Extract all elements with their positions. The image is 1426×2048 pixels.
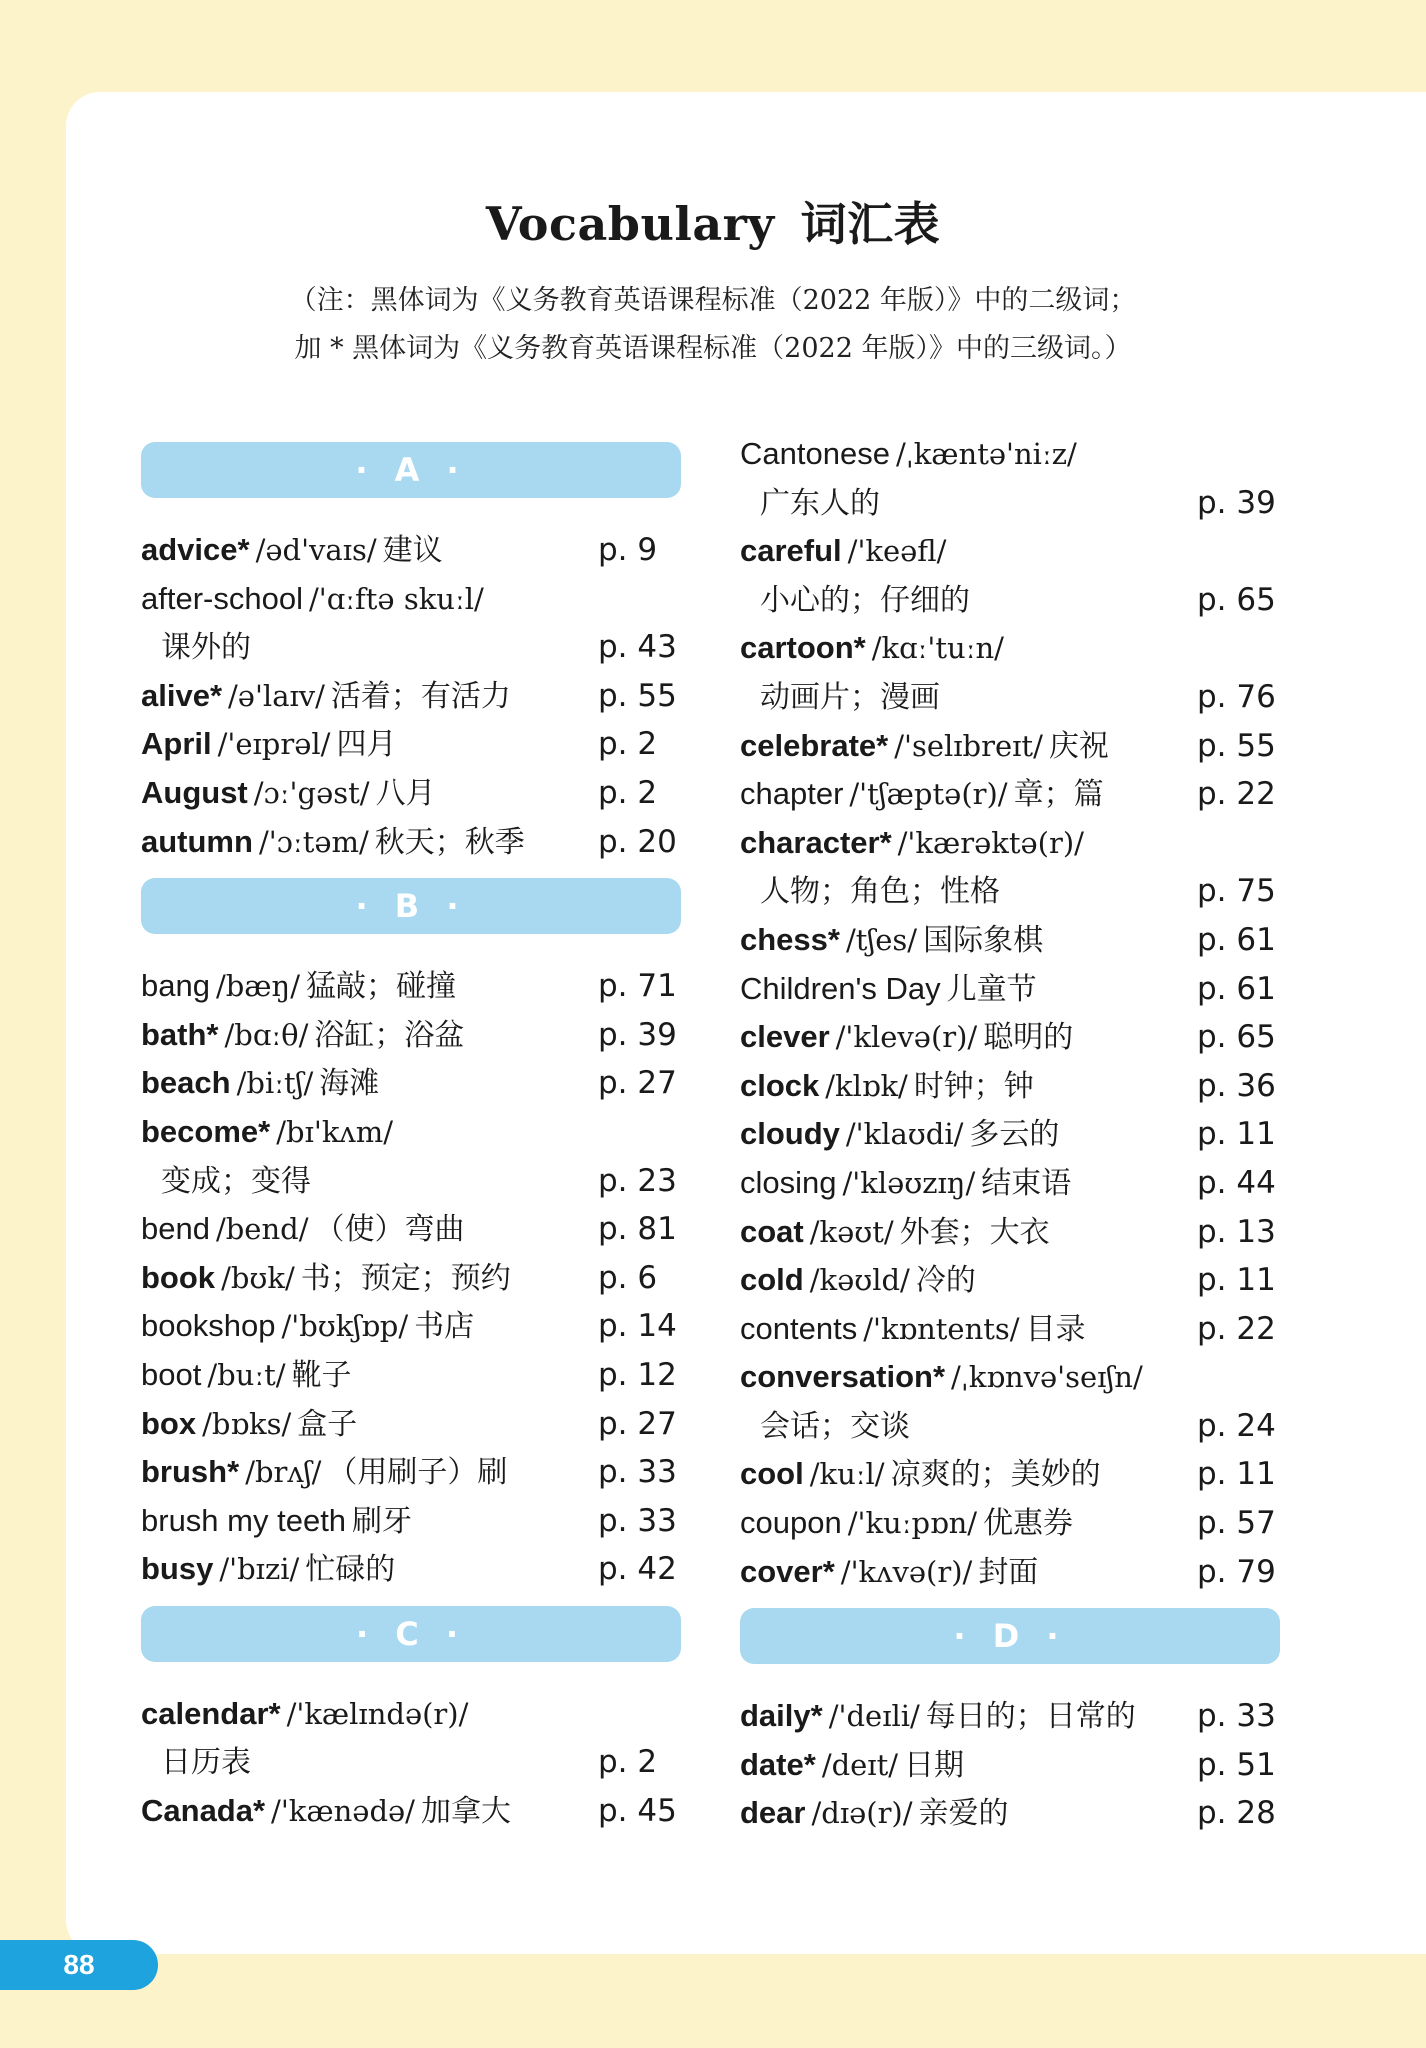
entry-meaning: 书店 [414,1309,475,1345]
entry-phonetic: /dɪə(r)/ [811,1796,913,1831]
entry-page: p. 27 [598,1405,677,1442]
entry-row [141,1254,681,1303]
entry-row [740,1692,1280,1741]
entry-meaning: 亲爱的 [918,1796,1009,1832]
entry-phonetic: /'kɒntents/ [863,1311,1020,1346]
entry-row [740,770,1280,819]
entry-page: p. 76 [1197,678,1276,715]
entry-phonetic: /bɪ'kʌm/ [276,1114,394,1149]
entry-row [740,1305,1280,1354]
entry-page: p. 2 [598,1744,658,1781]
entry-word: cool [740,1456,804,1492]
entry-page: p. 45 [598,1793,677,1830]
entry-page: p. 44 [1197,1164,1276,1201]
entry-row [740,1062,1280,1111]
entry-phonetic: /kuːl/ [809,1457,885,1492]
entry-page: p. 23 [598,1162,677,1199]
entry-page: p. 51 [1197,1746,1276,1783]
entry-row [740,916,1280,965]
entry-page: p. 43 [598,629,677,666]
entry-word: careful [740,533,842,569]
entry-meaning: 儿童节 [946,971,1037,1007]
entry-page: p. 9 [598,532,658,568]
entry-phonetic: /kəʊld/ [809,1263,910,1298]
entry-row [740,1741,1280,1790]
entry-meaning: 聪明的 [983,1020,1074,1056]
entry-page: p. 55 [598,677,677,714]
entry-page: p. 36 [1197,1067,1276,1104]
entry-meaning: （用刷子）刷 [327,1455,508,1491]
entry-word: coat [740,1213,804,1249]
entry-meaning: 日期 [904,1747,965,1783]
entry-row [740,819,1280,868]
entry-phonetic: /bæŋ/ [215,969,301,1004]
entry-row [740,1013,1280,1062]
entry-page: p. 81 [598,1211,677,1248]
entry-phonetic: /ɔː'gəst/ [253,775,370,810]
entry-meaning: 封面 [978,1554,1039,1590]
entry-meaning: 加拿大 [420,1794,511,1830]
entry-row [740,624,1280,673]
entry-phonetic: /kəʊt/ [809,1214,894,1249]
entry-row [141,672,681,721]
entry-phonetic: /'ɔːtəm/ [258,824,369,859]
entry-phonetic: /ˌkɒnvə'seɪʃn/ [951,1360,1143,1395]
right-column [740,430,1280,1838]
entry-meaning: 每日的；日常的 [925,1699,1136,1735]
entry-phonetic: /'tʃæptə(r)/ [849,777,1008,812]
entry-row [141,1448,681,1497]
title-en: Vocabulary [485,197,775,251]
entry-row [740,479,1280,528]
entry-row [141,1545,681,1594]
entry-row [141,1351,681,1400]
entry-phonetic: /bɑːθ/ [224,1017,309,1052]
letter-bar-a: · A · [141,442,681,498]
note-line-2: 加 * 黑体词为《义务教育英语课程标准（2022 年版）》中的三级词。） [294,333,1132,364]
entry-phonetic: /'klevə(r)/ [835,1020,978,1055]
entry-meaning: 浴缸；浴盆 [314,1017,465,1053]
entry-word: cold [740,1262,804,1298]
entry-page: p. 57 [1197,1505,1276,1542]
entry-meaning: 冷的 [915,1263,976,1299]
entry-meaning: 靴子 [291,1357,352,1393]
entry-row [740,1450,1280,1499]
entry-phonetic: /bʊk/ [221,1260,295,1295]
entry-page: p. 39 [1197,484,1276,521]
entry-row [740,1789,1280,1838]
entry-word: contents [740,1310,858,1346]
entry-row [141,1690,681,1739]
entry-page: p. 11 [1197,1456,1276,1493]
entry-page: p. 42 [598,1551,677,1588]
entry-word: busy [141,1551,214,1587]
entry-row [740,965,1280,1014]
entry-phonetic: /biːtʃ/ [236,1066,314,1101]
title-cn: 词汇表 [800,197,941,251]
entry-phonetic: /deɪt/ [821,1747,899,1782]
entry-word: beach [141,1065,231,1101]
entry-row [141,1205,681,1254]
entry-meaning: 课外的 [161,630,251,666]
letter-bar-d: · D · [740,1608,1280,1664]
entry-word: book [141,1259,216,1295]
entry-word: August [141,774,248,810]
entry-word: coupon [740,1505,842,1541]
letter-bar-c: · C · [141,1606,681,1662]
entry-word: box [141,1405,197,1441]
entry-row [740,1548,1280,1597]
entry-word: advice* [141,532,250,567]
entry-page: p. 11 [1197,1116,1276,1153]
entry-row [141,962,681,1011]
entry-phonetic: /'kʌvə(r)/ [840,1554,973,1589]
entry-row [141,1738,681,1787]
entry-word: brush* [141,1454,240,1490]
entry-meaning: 日历表 [161,1745,251,1781]
left-column [141,430,681,1836]
entry-row [740,1110,1280,1159]
entry-row [141,720,681,769]
entry-page: p. 11 [1197,1262,1276,1299]
entry-meaning: 八月 [375,775,436,811]
entry-word: chapter [740,776,844,812]
entry-word: brush my teeth [141,1502,347,1538]
entry-row [740,527,1280,576]
entry-row [141,1157,681,1206]
entry-meaning: 小心的；仔细的 [760,582,970,618]
entry-meaning: 猛敲；碰撞 [306,969,457,1005]
entry-phonetic: /'kləʊzɪŋ/ [842,1165,976,1200]
entry-word: celebrate* [740,727,889,763]
entry-phonetic: /'deɪli/ [828,1699,920,1734]
entry-phonetic: /'bɪzi/ [219,1552,300,1587]
entry-page: p. 33 [598,1502,677,1539]
entry-meaning: 时钟；钟 [913,1068,1034,1104]
entry-meaning: 优惠券 [983,1506,1074,1542]
entry-meaning: 变成；变得 [161,1163,311,1199]
entry-row [141,526,681,575]
entry-page: p. 71 [598,968,677,1005]
entry-phonetic: /bɒks/ [202,1406,292,1441]
entry-row [740,576,1280,625]
entry-phonetic: /ˌkæntə'niːz/ [895,437,1077,471]
entry-page: p. 33 [598,1454,677,1491]
entry-page: p. 33 [1197,1698,1276,1735]
entry-phonetic: /ə'laɪv/ [228,678,325,713]
entry-phonetic: /klɒk/ [825,1068,908,1103]
entry-phonetic: /'keəfl/ [847,534,947,569]
entry-phonetic: /'selɪbreɪt/ [894,728,1043,763]
page-title [0,188,1426,254]
entry-phonetic: /'bʊkʃɒp/ [281,1309,409,1344]
entry-phonetic: /'klaʊdi/ [845,1117,964,1152]
entry-meaning: 人物；角色；性格 [760,874,1000,910]
entry-meaning: 目录 [1025,1311,1086,1347]
entry-meaning: 章；篇 [1013,777,1104,813]
entry-page: p. 65 [1197,1019,1276,1056]
entry-word: calendar* [141,1695,281,1731]
entry-meaning: 外套；大衣 [899,1214,1050,1250]
entry-page: p. 6 [598,1259,658,1296]
entry-page: p. 22 [1197,776,1276,813]
entry-meaning: 结束语 [981,1165,1072,1201]
entry-page: p. 22 [1197,1310,1276,1347]
entry-word: conversation* [740,1359,946,1395]
entry-row [141,623,681,672]
entry-page: p. 61 [1197,921,1276,958]
entry-phonetic: /tʃes/ [845,922,918,957]
entry-word: Cantonese [740,436,890,471]
entry-page: p. 61 [1197,970,1276,1007]
entry-meaning: 凉爽的；美妙的 [890,1457,1101,1493]
entry-page: p. 12 [598,1356,677,1393]
entry-word: cover* [740,1553,835,1589]
entry-row [740,1499,1280,1548]
entry-word: cloudy [740,1116,840,1152]
entry-page: p. 2 [598,726,658,763]
entry-page: p. 65 [1197,581,1276,618]
entry-meaning: 书；预定；预约 [300,1260,511,1296]
entry-meaning: 建议 [382,533,443,568]
entry-word: autumn [141,823,253,859]
entry-phonetic: /'ɑːftə skuːl/ [308,581,484,616]
entry-word: dear [740,1795,806,1831]
entry-page: p. 14 [598,1308,677,1345]
entry-phonetic: /əd'vaɪs/ [255,533,377,567]
entry-meaning: 多云的 [969,1117,1060,1153]
entry-page: p. 27 [598,1065,677,1102]
entry-row [740,1256,1280,1305]
entry-word: clever [740,1019,830,1055]
entry-word: date* [740,1746,816,1782]
entry-row [141,769,681,818]
entry-word: bend [141,1211,210,1247]
entry-page: p. 39 [598,1016,677,1053]
entry-page: p. 75 [1197,873,1276,910]
entry-meaning: 会话；交谈 [760,1408,910,1444]
entry-page: p. 13 [1197,1213,1276,1250]
entry-word: bookshop [141,1308,276,1344]
entry-row [740,867,1280,916]
entry-word: cartoon* [740,630,866,666]
entry-word: become* [141,1113,271,1149]
entry-meaning: 忙碌的 [305,1552,396,1588]
entry-page: p. 79 [1197,1553,1276,1590]
entry-meaning: 庆祝 [1048,728,1109,764]
entry-page: p. 20 [598,823,677,860]
entry-meaning: 刷牙 [352,1503,413,1539]
entry-word: character* [740,824,892,860]
entry-row [740,722,1280,771]
entry-row [141,575,681,624]
entry-row [141,1497,681,1546]
entry-row [141,1787,681,1836]
entry-word: closing [740,1164,837,1200]
entry-meaning: 国际象棋 [923,922,1044,958]
entry-meaning: 秋天；秋季 [374,824,525,860]
entry-meaning: 广东人的 [760,485,880,521]
entry-row [141,818,681,867]
entry-word: April [141,726,212,762]
entry-word: bang [141,968,210,1004]
entry-phonetic: /'eɪprəl/ [217,727,331,762]
entry-row [740,1159,1280,1208]
entry-meaning: 盒子 [297,1406,358,1442]
entry-meaning: 活着；有活力 [330,678,511,714]
entry-word: Canada* [141,1793,266,1829]
note-line-1: （注：黑体词为《义务教育英语课程标准（2022 年版）》中的二级词； [289,285,1137,316]
entry-phonetic: /'kuːpɒn/ [847,1506,978,1541]
entry-word: daily* [740,1698,823,1734]
entry-row [740,1402,1280,1451]
entry-word: chess* [740,921,840,957]
entry-phonetic: /buːt/ [207,1357,286,1392]
entry-phonetic: /bend/ [215,1212,309,1247]
page-number-tab: 88 [0,1940,158,1990]
entry-row [740,673,1280,722]
entry-word: clock [740,1067,820,1103]
entry-meaning: （使）弯曲 [314,1212,465,1248]
entry-row [740,1353,1280,1402]
entry-phonetic: /'kænədə/ [271,1794,415,1829]
entry-word: Children's Day [740,970,941,1006]
entry-word: alive* [141,677,223,713]
entry-word: bath* [141,1016,219,1052]
entry-meaning: 动画片；漫画 [760,679,940,715]
entry-row [141,1059,681,1108]
letter-bar-b: · B · [141,878,681,934]
entry-phonetic: /'kærəktə(r)/ [897,825,1084,860]
entry-word: boot [141,1356,202,1392]
entry-page: p. 2 [598,774,658,811]
entry-word: after-school [141,580,303,616]
entry-meaning: 四月 [336,727,397,763]
entry-row [740,430,1280,479]
entry-row [141,1302,681,1351]
entry-row [740,1208,1280,1257]
entry-row [141,1011,681,1060]
entry-page: p. 55 [1197,727,1276,764]
entry-phonetic: /brʌʃ/ [245,1455,322,1490]
entry-meaning: 海滩 [319,1066,380,1102]
entry-page: p. 24 [1197,1407,1276,1444]
entry-page: p. 28 [1197,1795,1276,1832]
entry-row [141,1108,681,1157]
entry-row [141,1400,681,1449]
entry-phonetic: /'kælɪndə(r)/ [286,1696,469,1731]
entry-phonetic: /kɑː'tuːn/ [871,631,1004,666]
